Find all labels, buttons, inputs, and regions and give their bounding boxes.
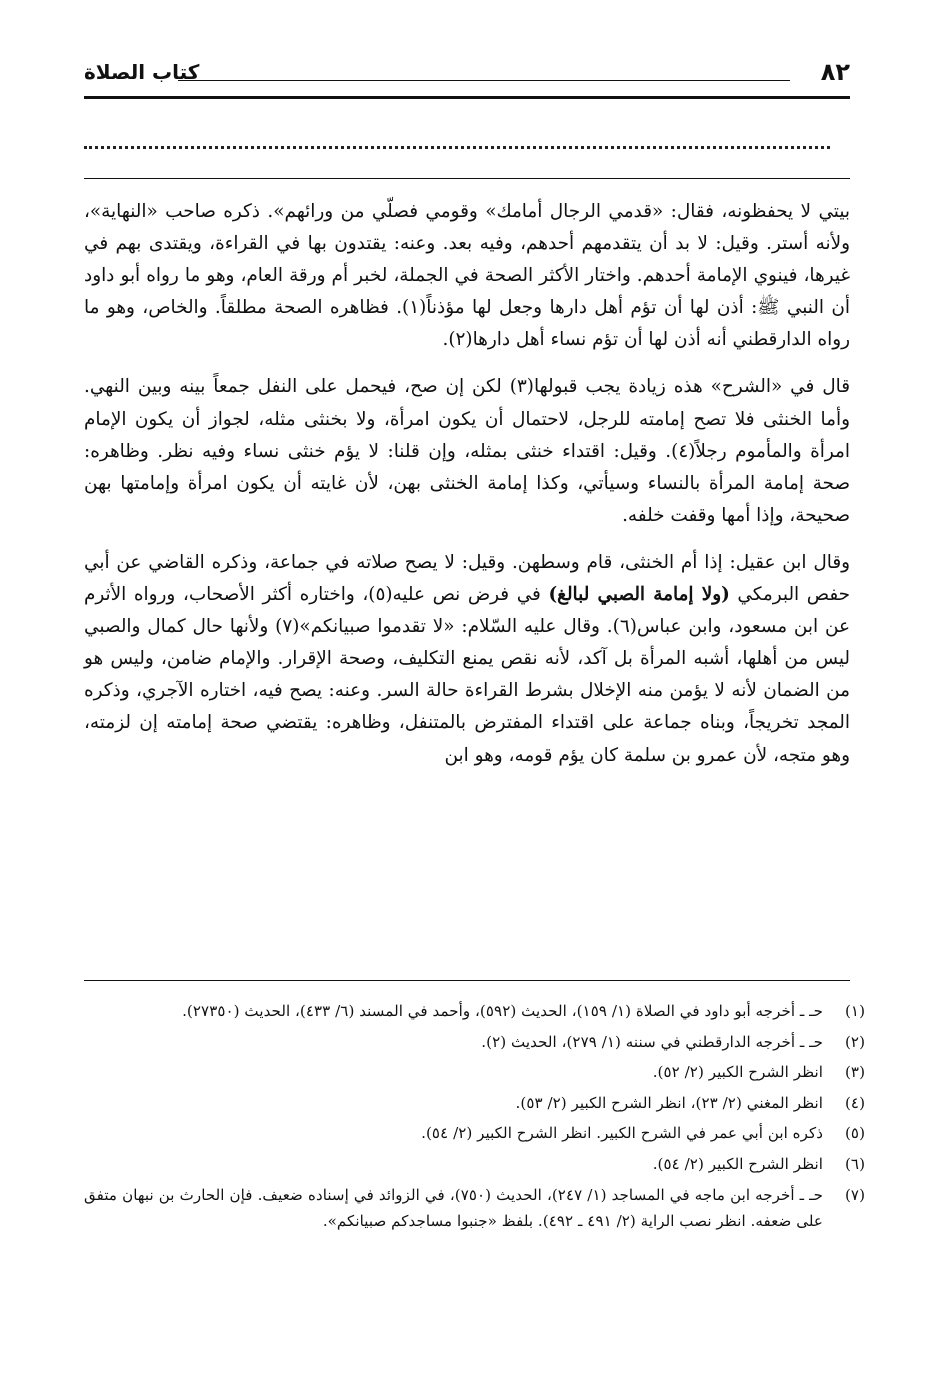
footnote — [84, 1090, 865, 1117]
running-header — [84, 58, 850, 94]
footnote-number: (٥) — [844, 1124, 865, 1143]
footnote-text: حـ ـ أخرجه الدارقطني في سننه (١/ ٢٧٩)، الحديث (٢). — [481, 1032, 823, 1051]
footnote-number: (٢) — [844, 1032, 865, 1051]
footnote-number: (٦) — [844, 1154, 865, 1173]
footnote — [84, 1059, 865, 1086]
footnote — [84, 1182, 865, 1235]
footnote-text: حـ ـ أخرجه أبو داود في الصلاة (١/ ١٥٩)، الحديث (٥٩٢)، وأحمد في المسند (٦/ ٤٣٣)، الحديث (٢٧٣٥٠). — [182, 1002, 823, 1020]
paragraph-text: في فرض نص عليه(٥)، واختاره أكثر الأصحاب، ورواه الأثرم عن ابن مسعود، وابن عباس(٦). وقال عليه السّلام: «لا تقدموا صبيانكم»(٧) ولأنها حال كمال والصبي ليس من أهلها، أشبه المرأة بل آكد، لأنه نقص يمنع التكليف، وصحة الإقرار. والإمام ضامن، وليس هو من الضمان لأنه لا يؤمن منه الإخلال بشرط القراءة حالة السر. وعنه: يصح فيه، اختاره الآجري، وذكره المجد تخريجاً، وبناه جماعة على اقتداء المفترض بالمتنفل، وظاهره: يقتضي صحة إمامته إن لزمته، وهو متجه، لأن عمرو بن سلمة كان يؤم قومه، وهو ابن — [84, 584, 851, 766]
paragraph-text: وقال ابن عقيل: إذا أم الخنثى، قام وسطهن. وقيل: لا يصح صلاته في جماعة، وذكره القاضي عن أبي حفص البرمكي — [84, 551, 850, 606]
footnote-number: (٤) — [844, 1093, 865, 1112]
footnote-number: (١) — [844, 1002, 865, 1020]
header-rule — [178, 80, 790, 81]
footnote — [84, 1120, 865, 1147]
footnote-text: ذكره ابن أبي عمر في الشرح الكبير. انظر الشرح الكبير (٢/ ٥٤). — [421, 1124, 823, 1143]
paragraph — [84, 547, 850, 772]
footnote — [84, 1151, 865, 1178]
footnote-separator — [84, 980, 850, 981]
footnote — [84, 1029, 865, 1056]
matn-bold-text: (ولا إمامة الصبي لبالغ) — [548, 584, 730, 606]
paragraph: قال في «الشرح» هذه زيادة يجب قبولها(٣) لكن إن صح، فيحمل على النفل جمعاً بينه وبين النهي. وأما الخنثى فلا تصح إمامته للرجل، لاحتمال أن يكون امرأة، ولا بخنثى مثله، لجواز أن يكون الإمام امرأة والمأموم رجلاً(٤). وقيل: اقتداء خنثى بمثله، وإن قلنا: لا يؤم خنثى نساء وفيه نظر. وظاهره: صحة إمامة المرأة بالنساء وسيأتي، وكذا إمامة الخنثى بهن، لأن غايته أن يكون امرأة وإمامتها بهن صحيحة، وإذا أمها وقفت خلفه. — [84, 376, 850, 526]
footnote-text: انظر الشرح الكبير (٢/ ٥٤). — [652, 1154, 823, 1173]
header-thick-rule — [84, 96, 850, 99]
dotted-separator — [84, 146, 830, 153]
page-number: ٨٢ — [820, 58, 850, 86]
footnote-text: حـ ـ أخرجه ابن ماجه في المساجد (١/ ٢٤٧)، الحديث (٧٥٠)، في الزوائد في إسناده ضعيف. فإن الحارث بن نبهان متفق على ضعفه. انظر نصب الراية (٢/ ٤٩١ ـ ٤٩٢). بلفظ «جنبوا مساجدكم صبيانكم». — [84, 1185, 824, 1231]
footnote-number: (٧) — [844, 1185, 865, 1204]
paragraph: بيتي لا يحفظونه، فقال: «قدمي الرجال أمامك» وقومي فصلّي من ورائهم». ذكره صاحب «النهاية»، ولأنه أستر. وقيل: لا بد أن يتقدمهم أحدهم، وفيه بعد. وعنه: يقتدون بها في القراءة، ويقتدى بهم في غيرها، فينوي الإمامة أحدهم. واختار الأكثر الصحة في الجملة، لخبر أم ورقة العام، وهو ما رواه أبو داود أن النبي ﷺ: أذن لها أن تؤم أهل دارها وجعل لها مؤذناً(١). فظاهره الصحة مطلقاً. والخاص، وهو ما رواه الدارقطني أنه أذن لها أن تؤم نساء أهل دارها(٢). — [84, 201, 850, 351]
main-text — [84, 196, 850, 772]
section-rule — [84, 178, 850, 179]
book-title: كتاب الصلاة — [84, 60, 200, 84]
footnote-text: انظر المغني (٢/ ٢٣)، انظر الشرح الكبير (٢/ ٥٣). — [515, 1093, 823, 1112]
footnote — [84, 998, 865, 1025]
footnotes — [84, 998, 865, 1239]
footnote-text: انظر الشرح الكبير (٢/ ٥٢). — [652, 1063, 823, 1082]
footnote-number: (٣) — [844, 1063, 865, 1082]
